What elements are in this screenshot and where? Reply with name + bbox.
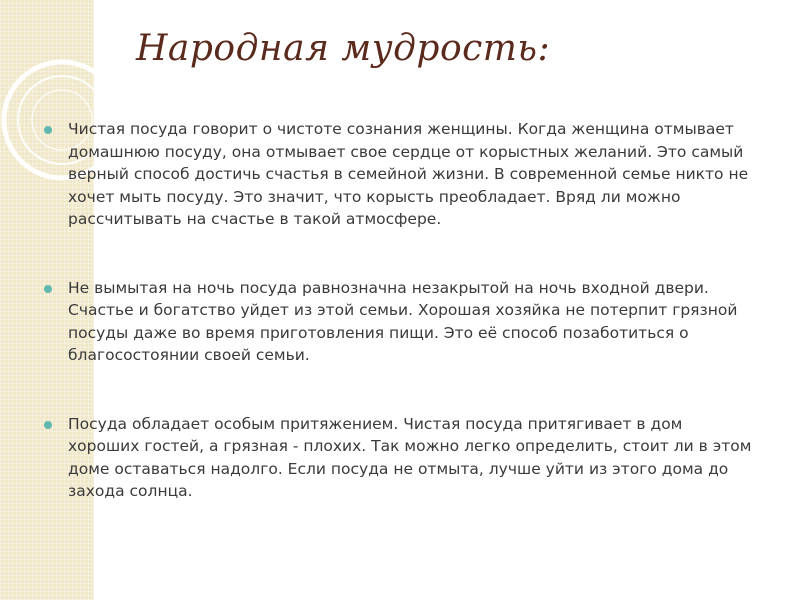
bullet-text: Посуда обладает особым притяжением. Чистая посуда притягивает в дом хороших гостей, а грязная - плохих. Так можно легко определить, стоит ли в этом доме оставаться надолго. Если посуда не отмыта, лучше уйти из этого дома до захода солнца.: [68, 414, 752, 500]
circle-bullet-icon: [44, 285, 52, 293]
circle-bullet-icon: [44, 421, 52, 429]
bullet-text: Чистая посуда говорит о чистоте сознания женщины. Когда женщина отмывает домашнюю посуду, она отмывает свое сердце от корыстных желаний. Это самый верный способ достичь счастья в семейной жизни. В современной семье никто не хочет мыть посуду. Это значит, что корысть преобладает. Вряд ли можно рассчитывать на счастье в такой атмосфере.: [68, 120, 749, 228]
page-title: Народная мудрость:: [136, 28, 551, 69]
list-item: [42, 413, 754, 503]
circle-bullet-icon: [44, 126, 52, 134]
bullet-text: Не вымытая на ночь посуда равнозначна незакрытой на ночь входной двери. Счастье и богатство уйдет из этой семьи. Хорошая хозяйка не потерпит грязной посуды даже во время приготовления пищи. Это её способ позаботиться о благосостоянии своей семьи.: [68, 278, 738, 364]
bullet-list: [42, 118, 754, 549]
list-item: [42, 277, 754, 367]
list-item: [42, 118, 754, 231]
